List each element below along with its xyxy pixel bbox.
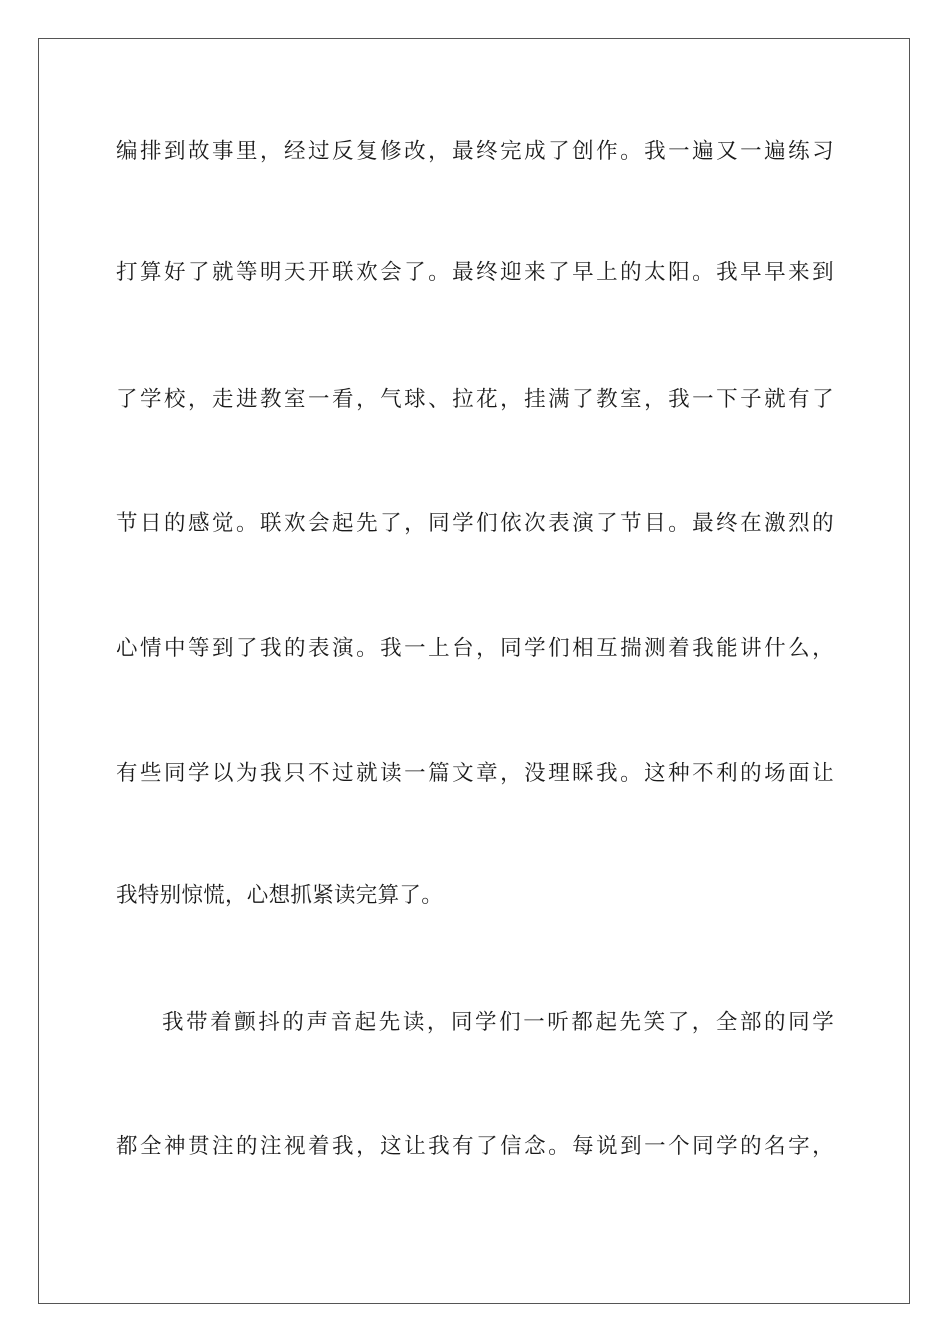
paragraph-line-1: 编排到故事里，经过反复修改，最终完成了创作。我一遍又一遍练习 <box>116 139 834 164</box>
paragraph-line-2: 打算好了就等明天开联欢会了。最终迎来了早上的太阳。我早早来到 <box>116 260 834 285</box>
paragraph-line-7: 我特别惊慌，心想抓紧读完算了。 <box>116 883 444 908</box>
page-border <box>38 38 910 1304</box>
paragraph-line-6: 有些同学以为我只不过就读一篇文章，没理睬我。这种不利的场面让 <box>116 761 834 786</box>
paragraph-line-3: 了学校，走进教室一看，气球、拉花，挂满了教室，我一下子就有了 <box>116 387 834 412</box>
paragraph-line-8: 我带着颤抖的声音起先读，同学们一听都起先笑了，全部的同学 <box>162 1010 834 1035</box>
paragraph-line-4: 节日的感觉。联欢会起先了，同学们依次表演了节目。最终在激烈的 <box>116 511 834 536</box>
paragraph-line-9: 都全神贯注的注视着我，这让我有了信念。每说到一个同学的名字， <box>116 1134 834 1159</box>
paragraph-line-5: 心情中等到了我的表演。我一上台，同学们相互揣测着我能讲什么， <box>116 636 834 661</box>
